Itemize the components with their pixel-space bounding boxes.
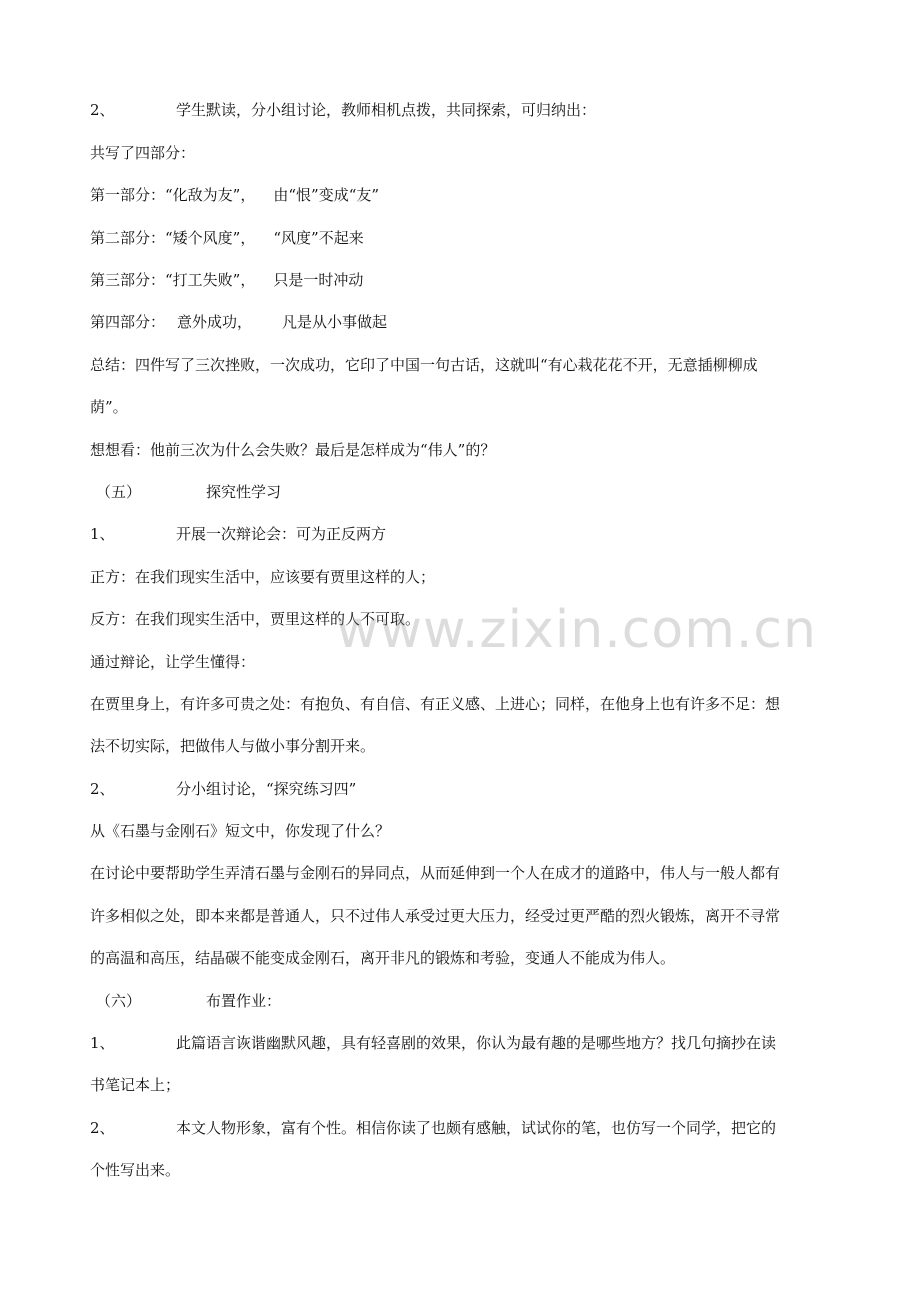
item-text: 学生默读，分小组讨论，教师相机点拨，共同探索，可归纳出： bbox=[176, 101, 597, 119]
paragraph-line: 书笔记本上； bbox=[90, 1076, 181, 1094]
part-label: 第三部分： bbox=[90, 271, 166, 289]
part-title: “打工失败”， bbox=[165, 271, 256, 289]
item-number: 2、 bbox=[90, 780, 115, 798]
paragraph: 正方：在我们现实生活中，应该要有贾里这样的人； bbox=[90, 568, 436, 586]
list-item bbox=[90, 100, 596, 120]
list-item bbox=[90, 1118, 776, 1138]
section-title: 布置作业： bbox=[206, 992, 282, 1010]
part-title: “矮个风度”， bbox=[165, 229, 256, 247]
part-desc: 由“恨”变成“友” bbox=[273, 186, 380, 204]
item-number: 2、 bbox=[90, 1119, 115, 1137]
watermark: www.zixin.com.cn bbox=[336, 600, 817, 660]
paragraph: 共写了四部分： bbox=[90, 144, 196, 162]
part-desc: 凡是从小事做起 bbox=[282, 313, 388, 331]
paragraph: 反方：在我们现实生活中，贾里这样的人不可取。 bbox=[90, 610, 421, 628]
part-desc: 只是一时冲动 bbox=[273, 271, 364, 289]
paragraph-line: 许多相似之处，即本来都是普通人，只不过伟人承受过更大压力，经受过更严酷的烈火锻炼，离开不寻常 bbox=[90, 907, 781, 925]
part-desc: “风度”不起来 bbox=[273, 229, 364, 247]
summary-line: 荫”。 bbox=[90, 398, 128, 416]
paragraph: 从《石墨与金刚石》短文中，你发现了什么？ bbox=[90, 822, 391, 840]
section-number: （六） bbox=[96, 992, 142, 1010]
list-item bbox=[90, 524, 386, 544]
paragraph: 通过辩论，让学生懂得： bbox=[90, 653, 256, 671]
part-line bbox=[90, 228, 364, 248]
part-title: 意外成功， bbox=[177, 313, 253, 331]
part-title: “化敌为友”， bbox=[165, 186, 256, 204]
part-line bbox=[90, 185, 379, 205]
part-label: 第二部分： bbox=[90, 229, 166, 247]
section-number: （五） bbox=[96, 483, 142, 501]
section-heading bbox=[90, 991, 281, 1011]
item-number: 1、 bbox=[90, 525, 115, 543]
summary-line: 总结：四件写了三次挫败，一次成功，它印了中国一句古话，这就叫“有心栽花花不开，无意插柳柳成 bbox=[90, 356, 758, 374]
section-heading bbox=[90, 482, 281, 502]
list-item bbox=[90, 779, 356, 799]
question-line: 想想看：他前三次为什么会失败？最后是怎样成为“伟人”的？ bbox=[90, 441, 496, 459]
item-text: 开展一次辩论会：可为正反两方 bbox=[176, 525, 387, 543]
section-title: 探究性学习 bbox=[206, 483, 282, 501]
part-label: 第一部分： bbox=[90, 186, 166, 204]
item-number: 2、 bbox=[90, 101, 115, 119]
part-label: 第四部分： bbox=[90, 313, 166, 331]
list-item bbox=[90, 1033, 776, 1053]
paragraph-line: 在讨论中要帮助学生弄清石墨与金刚石的异同点，从而延伸到一个人在成才的道路中，伟人与一般人都有 bbox=[90, 864, 781, 882]
item-text: 本文人物形象，富有个性。相信你读了也颇有感触，试试你的笔，也仿写一个同学，把它的 bbox=[176, 1119, 777, 1137]
item-text: 分小组讨论，“探究练习四” bbox=[176, 780, 357, 798]
item-number: 1、 bbox=[90, 1034, 115, 1052]
paragraph-line: 的高温和高压，结晶碳不能变成金刚石，离开非凡的锻炼和考验，变通人不能成为伟人。 bbox=[90, 949, 676, 967]
part-line bbox=[90, 270, 363, 290]
paragraph-line: 个性写出来。 bbox=[90, 1161, 181, 1179]
paragraph-line: 法不切实际，把做伟人与做小事分割开来。 bbox=[90, 737, 376, 755]
item-text: 此篇语言诙谐幽默风趣，具有轻喜剧的效果，你认为最有趣的是哪些地方？找几句摘抄在读 bbox=[176, 1034, 777, 1052]
paragraph-line: 在贾里身上，有许多可贵之处：有抱负、有自信、有正义感、上进心；同样，在他身上也有许多不足：想 bbox=[90, 695, 781, 713]
part-line bbox=[90, 312, 387, 332]
